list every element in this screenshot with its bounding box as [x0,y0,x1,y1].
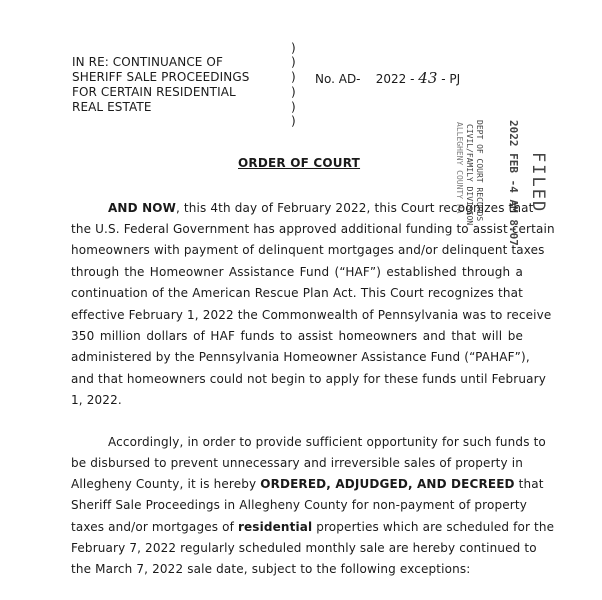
docket-number [315,69,460,87]
paragraph-line: and that homeowners could not begin to apply for these funds until February [71,372,546,386]
caption-paren: ) [291,70,296,84]
caption-paren: ) [291,85,296,99]
stamp-dept: DEPT OF COURT RECORDS [475,120,484,222]
paragraph-text: , this 4th day of February 2022, this Court recognizes that [176,201,534,215]
caption-line: SHERIFF SALE PROCEEDINGS [72,70,250,84]
caption-line: IN RE: CONTINUANCE OF [72,55,223,69]
document-title: ORDER OF COURT [238,156,361,170]
paragraph-text: that [514,477,544,491]
docket-suffix: - PJ [441,72,461,86]
stamp-dept: ALLEGHENY COUNTY PA [455,122,464,214]
stamp-filed: FILED [528,152,548,214]
docket-prefix: No. AD- [315,72,361,86]
paragraph-text: properties which are scheduled for the [312,520,555,534]
lead-phrase: AND NOW [108,201,176,215]
paragraph-line: Accordingly, in order to provide sufficient opportunity for such funds to [108,435,546,449]
paragraph-line [71,520,555,534]
paragraph-line: 350 million dollars of HAF funds to assist homeowners and that will be [71,329,523,343]
paragraph-line: the March 7, 2022 sale date, subject to the following exceptions: [71,562,471,576]
paragraph-line: 1, 2022. [71,393,122,407]
paragraph-line: be disbursed to prevent unnecessary and irreversible sales of property in [71,456,523,470]
docket-handwritten-number: 43 [418,69,438,87]
paragraph-line: the U.S. Federal Government has approved additional funding to assist certain [71,222,555,236]
paragraph-text: Allegheny County, it is hereby [71,477,261,491]
caption-paren: ) [291,100,296,114]
paragraph-line [71,477,544,491]
caption-paren: ) [291,55,296,69]
paragraph-line: administered by the Pennsylvania Homeowner Assistance Fund (“PAHAF”), [71,350,530,364]
caption-line: REAL ESTATE [72,100,152,114]
paragraph-line: February 7, 2022 regularly scheduled monthly sale are hereby continued to [71,541,537,555]
stamp-dept: CIVIL/FAMILY DIVISION [465,124,474,226]
paragraph-line: Sheriff Sale Proceedings in Allegheny County for non-payment of property [71,498,527,512]
caption-paren: ) [291,114,296,128]
paragraph-text: taxes and/or mortgages of [71,520,238,534]
paragraph-line: effective February 1, 2022 the Commonwealth of Pennsylvania was to receive [71,308,552,322]
paragraph-line: homeowners with payment of delinquent mortgages and/or delinquent taxes [71,243,545,257]
caption-line: FOR CERTAIN RESIDENTIAL [72,85,236,99]
decree-phrase: ORDERED, ADJUDGED, AND DECREED [260,477,515,491]
stamp-date: 2022 FEB -4 AM 8:07 [507,120,520,246]
docket-year: 2022 - [375,72,415,86]
paragraph-line: continuation of the American Rescue Plan Act. This Court recognizes that [71,286,523,300]
emphasis-word: residential [237,520,313,534]
caption-paren: ) [291,41,296,55]
paragraph-line [108,201,534,215]
paragraph-line: through the Homeowner Assistance Fund (“HAF”) established through a [71,265,523,279]
